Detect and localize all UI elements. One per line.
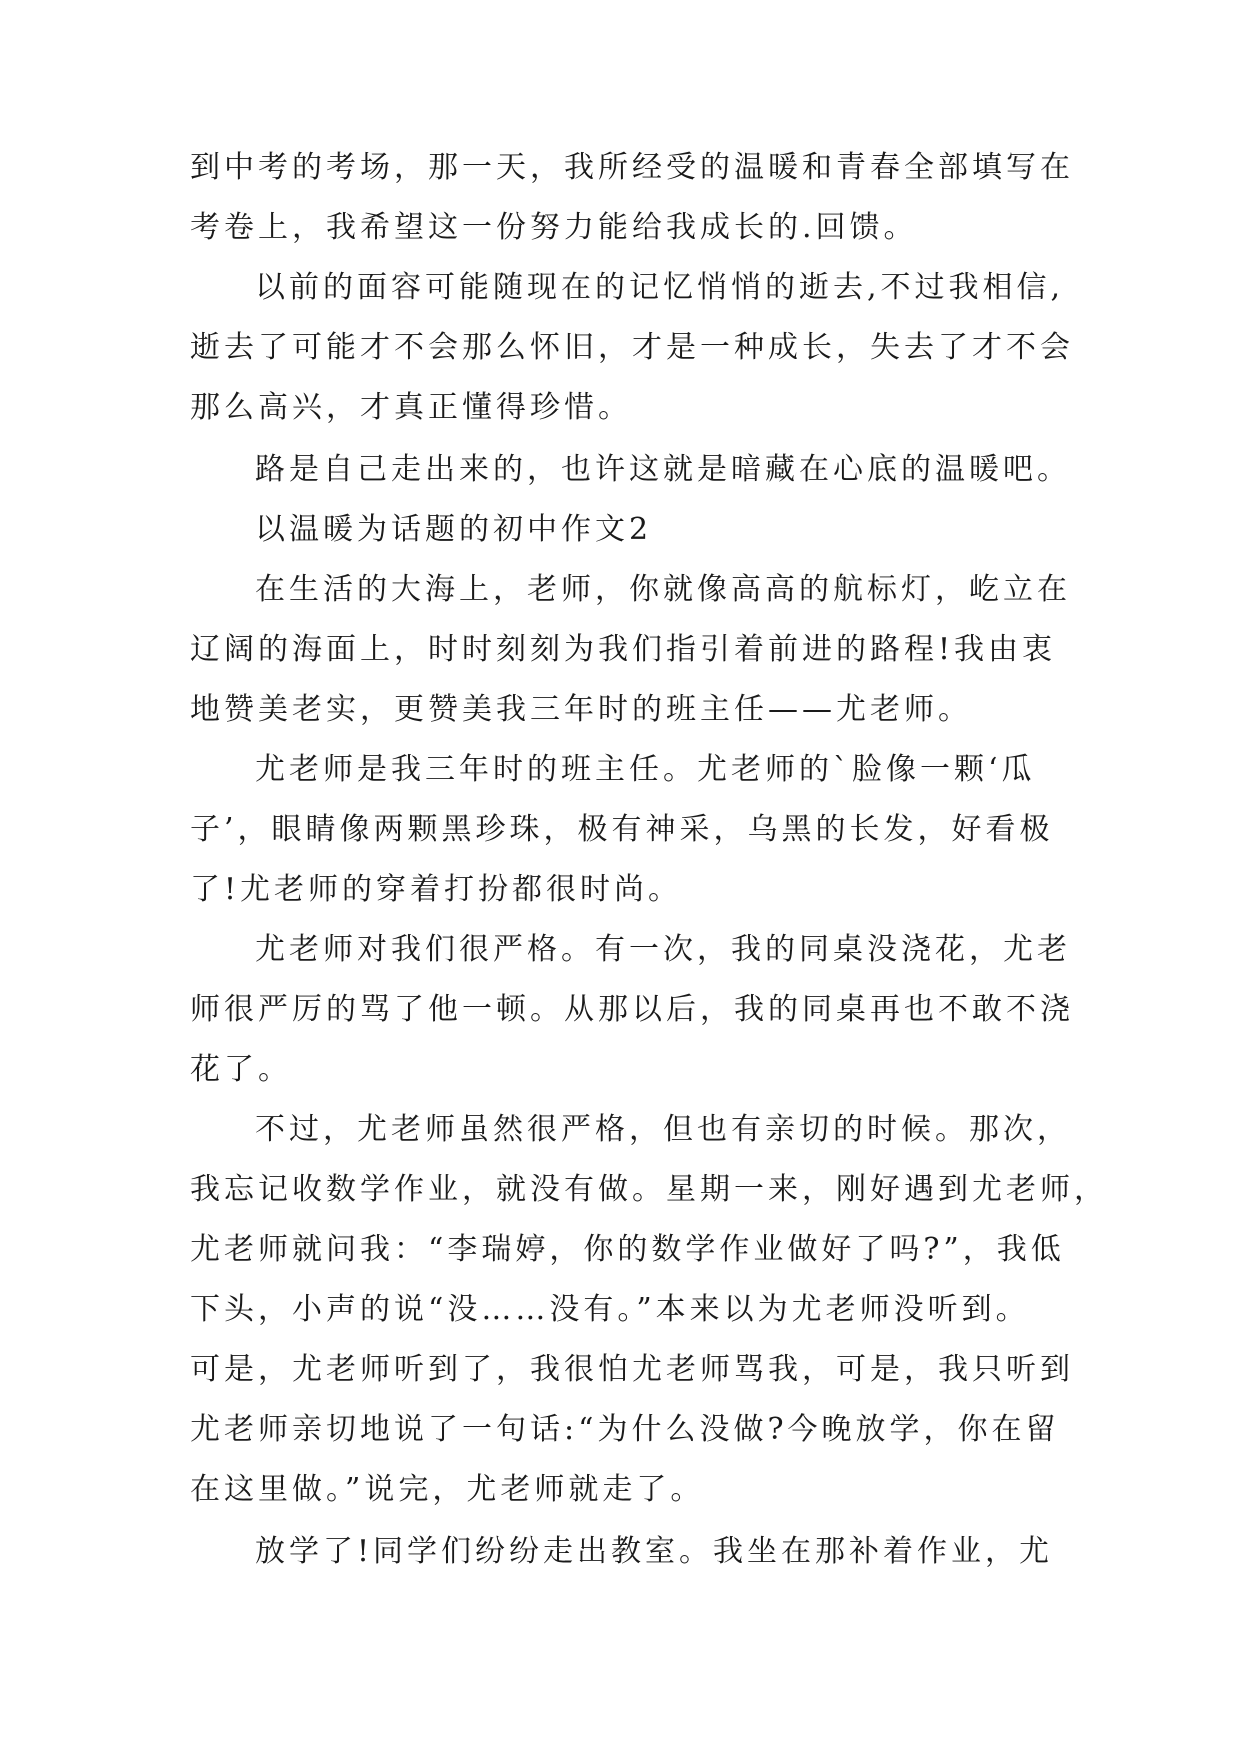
text-line: 到中考的考场，那一天，我所经受的温暖和青春全部填写在 [190, 150, 1074, 185]
text-line: 下头，小声的说“没……没有。”本来以为尤老师没听到。 [190, 1292, 1030, 1327]
text-line: 了!尤老师的穿着打扮都很时尚。 [190, 872, 683, 907]
paragraph-start: 尤老师是我三年时的班主任。尤老师的`脸像一颗‘瓜 [255, 752, 1036, 787]
text-line: 地赞美老实，更赞美我三年时的班主任——尤老师。 [190, 692, 972, 727]
paragraph-start: 路是自己走出来的，也许这就是暗藏在心底的温暖吧。 [255, 452, 1071, 487]
text-line: 考卷上，我希望这一份努力能给我成长的.回馈。 [190, 210, 918, 245]
paragraph-start: 不过，尤老师虽然很严格，但也有亲切的时候。那次， [255, 1112, 1071, 1147]
paragraph-start: 以前的面容可能随现在的记忆悄悄的逝去,不过我相信, [255, 270, 1065, 305]
text-line: 可是，尤老师听到了，我很怕尤老师骂我，可是，我只听到 [190, 1352, 1074, 1387]
paragraph-start: 尤老师对我们很严格。有一次，我的同桌没浇花，尤老 [255, 932, 1071, 967]
text-line: 尤老师就问我：“李瑞婷，你的数学作业做好了吗?”，我低 [190, 1232, 1065, 1267]
text-line: 辽阔的海面上，时时刻刻为我们指引着前进的路程!我由衷 [190, 632, 1057, 667]
paragraph-start: 在生活的大海上，老师，你就像高高的航标灯，屹立在 [255, 572, 1071, 607]
text-line: 那么高兴，才真正懂得珍惜。 [190, 390, 632, 425]
text-line: 逝去了可能才不会那么怀旧，才是一种成长，失去了才不会 [190, 330, 1074, 365]
text-line: 花了。 [190, 1052, 292, 1087]
text-line: 子’，眼睛像两颗黑珍珠，极有神采，乌黑的长发，好看极 [190, 812, 1054, 847]
section-heading: 以温暖为话题的初中作文2 [255, 512, 653, 547]
text-line: 尤老师亲切地说了一句话:“为什么没做?今晚放学，你在留 [190, 1412, 1060, 1447]
text-line: 我忘记收数学作业，就没有做。星期一来，刚好遇到尤老师， [190, 1172, 1108, 1207]
text-line: 在这里做。”说完，尤老师就走了。 [190, 1472, 705, 1507]
text-line: 师很严厉的骂了他一顿。从那以后，我的同桌再也不敢不浇 [190, 992, 1074, 1027]
paragraph-start: 放学了!同学们纷纷走出教室。我坐在那补着作业，尤 [255, 1534, 1054, 1569]
